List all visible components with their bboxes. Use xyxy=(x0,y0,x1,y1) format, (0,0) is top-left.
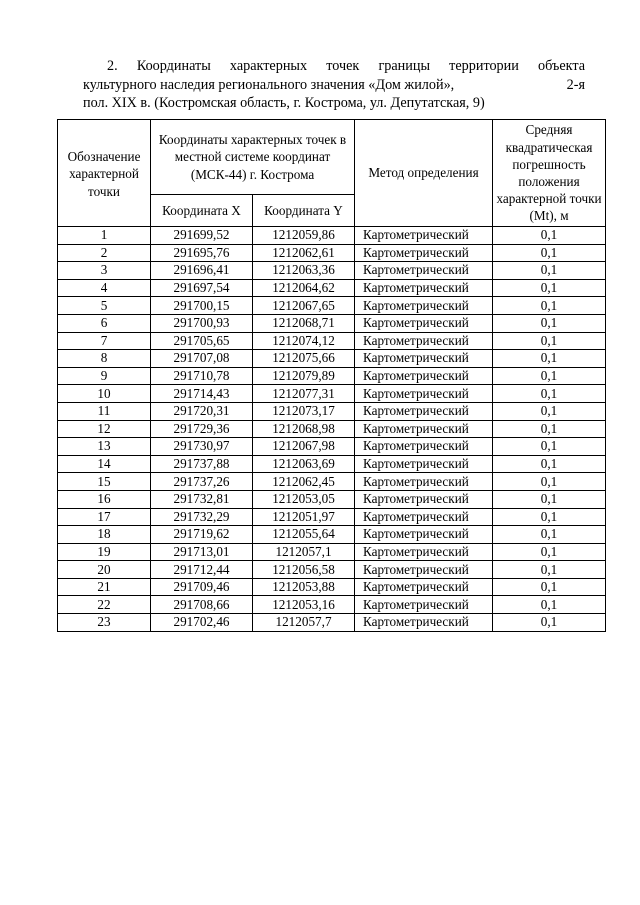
table-row xyxy=(58,508,606,526)
method-cell: Картометрический xyxy=(355,314,493,332)
coordinate-x-cell: 291697,54 xyxy=(151,279,253,297)
point-number-cell: 11 xyxy=(58,402,151,420)
method-cell: Картометрический xyxy=(355,262,493,280)
error-cell: 0,1 xyxy=(493,332,606,350)
coordinate-x-cell: 291732,29 xyxy=(151,508,253,526)
coordinate-y-cell: 1212064,62 xyxy=(253,279,355,297)
heading-line-2-left: культурного наследия регионального значения «Дом жилой», xyxy=(83,76,455,93)
error-cell: 0,1 xyxy=(493,543,606,561)
method-cell: Картометрический xyxy=(355,526,493,544)
table-row xyxy=(58,614,606,632)
table-row xyxy=(58,297,606,315)
method-cell: Картометрический xyxy=(355,279,493,297)
table-row xyxy=(58,543,606,561)
coordinate-x-cell: 291712,44 xyxy=(151,561,253,579)
coordinate-x-cell: 291714,43 xyxy=(151,385,253,403)
heading-line-2-right: 2-я xyxy=(566,76,585,93)
error-cell: 0,1 xyxy=(493,614,606,632)
method-cell: Картометрический xyxy=(355,455,493,473)
table-row xyxy=(58,244,606,262)
coordinate-y-cell: 1212062,45 xyxy=(253,473,355,491)
error-cell: 0,1 xyxy=(493,473,606,491)
point-number-cell: 22 xyxy=(58,596,151,614)
error-cell: 0,1 xyxy=(493,438,606,456)
error-cell: 0,1 xyxy=(493,367,606,385)
coordinate-y-cell: 1212073,17 xyxy=(253,402,355,420)
table-row xyxy=(58,314,606,332)
point-number-cell: 13 xyxy=(58,438,151,456)
table-row xyxy=(58,262,606,280)
table-row xyxy=(58,350,606,368)
method-cell: Картометрический xyxy=(355,244,493,262)
table-row xyxy=(58,578,606,596)
error-cell: 0,1 xyxy=(493,455,606,473)
coordinate-y-cell: 1212063,69 xyxy=(253,455,355,473)
coordinate-x-cell: 291695,76 xyxy=(151,244,253,262)
point-number-cell: 3 xyxy=(58,262,151,280)
header-method: Метод определения xyxy=(355,120,493,227)
coordinate-y-cell: 1212068,98 xyxy=(253,420,355,438)
table-row xyxy=(58,402,606,420)
coordinate-x-cell: 291699,52 xyxy=(151,227,253,245)
table-row xyxy=(58,420,606,438)
coordinate-x-cell: 291702,46 xyxy=(151,614,253,632)
point-number-cell: 6 xyxy=(58,314,151,332)
table-row xyxy=(58,490,606,508)
error-cell: 0,1 xyxy=(493,350,606,368)
coordinate-y-cell: 1212068,71 xyxy=(253,314,355,332)
coordinate-x-cell: 291730,97 xyxy=(151,438,253,456)
error-cell: 0,1 xyxy=(493,420,606,438)
point-number-cell: 14 xyxy=(58,455,151,473)
table-body xyxy=(58,227,606,632)
method-cell: Картометрический xyxy=(355,490,493,508)
error-cell: 0,1 xyxy=(493,279,606,297)
error-cell: 0,1 xyxy=(493,227,606,245)
method-cell: Картометрический xyxy=(355,385,493,403)
header-coordinate-y: Координата Y xyxy=(253,195,355,227)
method-cell: Картометрический xyxy=(355,614,493,632)
method-cell: Картометрический xyxy=(355,508,493,526)
method-cell: Картометрический xyxy=(355,297,493,315)
coordinate-x-cell: 291707,08 xyxy=(151,350,253,368)
coordinate-x-cell: 291713,01 xyxy=(151,543,253,561)
coordinate-x-cell: 291729,36 xyxy=(151,420,253,438)
point-number-cell: 19 xyxy=(58,543,151,561)
coordinate-y-cell: 1212075,66 xyxy=(253,350,355,368)
point-number-cell: 10 xyxy=(58,385,151,403)
table-row xyxy=(58,227,606,245)
error-cell: 0,1 xyxy=(493,314,606,332)
coordinate-y-cell: 1212074,12 xyxy=(253,332,355,350)
method-cell: Картометрический xyxy=(355,402,493,420)
error-cell: 0,1 xyxy=(493,297,606,315)
coordinate-x-cell: 291700,15 xyxy=(151,297,253,315)
method-cell: Картометрический xyxy=(355,332,493,350)
error-cell: 0,1 xyxy=(493,385,606,403)
table-row xyxy=(58,438,606,456)
coordinate-y-cell: 1212059,86 xyxy=(253,227,355,245)
point-number-cell: 4 xyxy=(58,279,151,297)
table-row xyxy=(58,367,606,385)
error-cell: 0,1 xyxy=(493,578,606,596)
coordinates-table xyxy=(57,119,606,632)
method-cell: Картометрический xyxy=(355,227,493,245)
coordinate-y-cell: 1212057,7 xyxy=(253,614,355,632)
header-mean-error: Средняя квадратическая погрешность положения характерной точки (Mt), м xyxy=(493,120,606,227)
error-cell: 0,1 xyxy=(493,526,606,544)
error-cell: 0,1 xyxy=(493,244,606,262)
error-cell: 0,1 xyxy=(493,402,606,420)
coordinate-y-cell: 1212051,97 xyxy=(253,508,355,526)
coordinate-x-cell: 291737,26 xyxy=(151,473,253,491)
table-row xyxy=(58,455,606,473)
method-cell: Картометрический xyxy=(355,596,493,614)
coordinate-x-cell: 291700,93 xyxy=(151,314,253,332)
table-row xyxy=(58,526,606,544)
error-cell: 0,1 xyxy=(493,561,606,579)
method-cell: Картометрический xyxy=(355,543,493,561)
error-cell: 0,1 xyxy=(493,490,606,508)
coordinate-y-cell: 1212056,58 xyxy=(253,561,355,579)
table-row xyxy=(58,561,606,579)
heading-line-2 xyxy=(83,76,585,95)
point-number-cell: 18 xyxy=(58,526,151,544)
point-number-cell: 2 xyxy=(58,244,151,262)
coordinate-y-cell: 1212067,98 xyxy=(253,438,355,456)
point-number-cell: 20 xyxy=(58,561,151,579)
method-cell: Картометрический xyxy=(355,420,493,438)
coordinate-y-cell: 1212067,65 xyxy=(253,297,355,315)
coordinate-y-cell: 1212079,89 xyxy=(253,367,355,385)
point-number-cell: 15 xyxy=(58,473,151,491)
method-cell: Картометрический xyxy=(355,350,493,368)
point-number-cell: 7 xyxy=(58,332,151,350)
coordinate-y-cell: 1212062,61 xyxy=(253,244,355,262)
document-heading xyxy=(83,57,585,113)
coordinate-x-cell: 291720,31 xyxy=(151,402,253,420)
coordinate-x-cell: 291709,46 xyxy=(151,578,253,596)
coordinate-x-cell: 291708,66 xyxy=(151,596,253,614)
method-cell: Картометрический xyxy=(355,438,493,456)
point-number-cell: 16 xyxy=(58,490,151,508)
point-number-cell: 23 xyxy=(58,614,151,632)
table-row xyxy=(58,596,606,614)
method-cell: Картометрический xyxy=(355,367,493,385)
coordinate-y-cell: 1212053,88 xyxy=(253,578,355,596)
coordinate-y-cell: 1212077,31 xyxy=(253,385,355,403)
table-row xyxy=(58,473,606,491)
header-coordinate-x: Координата X xyxy=(151,195,253,227)
coordinate-x-cell: 291719,62 xyxy=(151,526,253,544)
point-number-cell: 1 xyxy=(58,227,151,245)
coordinate-y-cell: 1212053,16 xyxy=(253,596,355,614)
point-number-cell: 8 xyxy=(58,350,151,368)
coordinate-y-cell: 1212057,1 xyxy=(253,543,355,561)
heading-line-1: 2. Координаты характерных точек границы территории объекта xyxy=(107,58,585,74)
table-row xyxy=(58,279,606,297)
point-number-cell: 12 xyxy=(58,420,151,438)
heading-line-3: пол. XIX в. (Костромская область, г. Кострома, ул. Депутатская, 9) xyxy=(83,95,485,111)
error-cell: 0,1 xyxy=(493,508,606,526)
coordinate-y-cell: 1212053,05 xyxy=(253,490,355,508)
coordinate-x-cell: 291696,41 xyxy=(151,262,253,280)
coordinate-y-cell: 1212055,64 xyxy=(253,526,355,544)
method-cell: Картометрический xyxy=(355,578,493,596)
coordinate-y-cell: 1212063,36 xyxy=(253,262,355,280)
header-coordinates-group: Координаты характерных точек в местной системе координат (МСК-44) г. Кострома xyxy=(151,120,355,195)
coordinate-x-cell: 291732,81 xyxy=(151,490,253,508)
coordinate-x-cell: 291705,65 xyxy=(151,332,253,350)
point-number-cell: 17 xyxy=(58,508,151,526)
error-cell: 0,1 xyxy=(493,262,606,280)
point-number-cell: 9 xyxy=(58,367,151,385)
point-number-cell: 5 xyxy=(58,297,151,315)
method-cell: Картометрический xyxy=(355,561,493,579)
header-point-designation: Обозначение характерной точки xyxy=(58,120,151,227)
point-number-cell: 21 xyxy=(58,578,151,596)
table-row xyxy=(58,385,606,403)
coordinate-x-cell: 291710,78 xyxy=(151,367,253,385)
error-cell: 0,1 xyxy=(493,596,606,614)
table-row xyxy=(58,332,606,350)
coordinate-x-cell: 291737,88 xyxy=(151,455,253,473)
method-cell: Картометрический xyxy=(355,473,493,491)
